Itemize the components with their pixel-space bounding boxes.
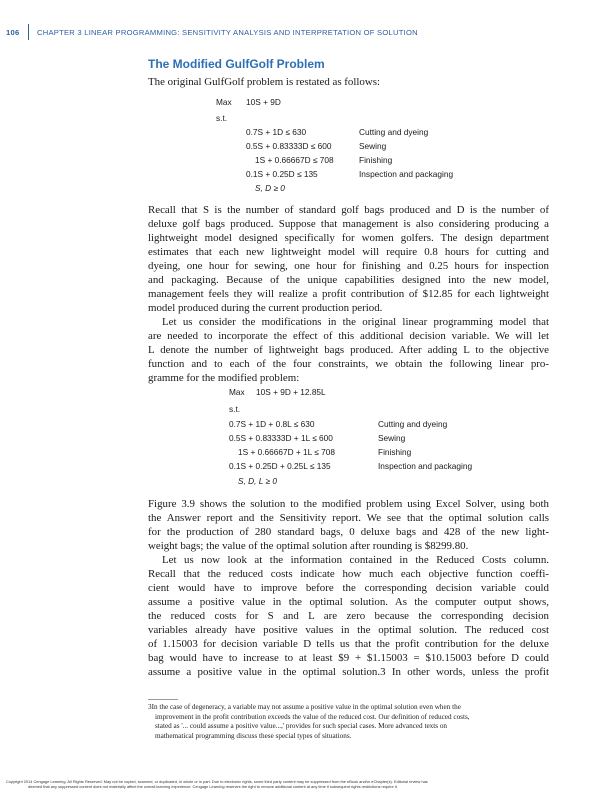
- chapter-title: CHAPTER 3 LINEAR PROGRAMMING: SENSITIVITY ANALYSIS AND INTERPRETATION OF SOLUTION: [37, 28, 418, 37]
- section-title: The Modified GulfGolf Problem: [148, 57, 325, 71]
- text-line: Figure 3.9 shows the solution to the modified problem using Excel Solver, using both: [148, 498, 549, 510]
- footnote: [148, 703, 549, 741]
- text-line: L denote the number of lightweight bags produced. After adding L to the objective: [148, 344, 549, 356]
- text-line: of 1.15003 for decision variable D tells us that the profit contribution for the deluxe: [148, 638, 549, 650]
- copyright-line: deemed that any suppressed content does not materially affect the overall learning experience. Cengage Learning reserves the right to remove additional content at any time if subsequent rights restrictions require it.: [28, 784, 398, 790]
- footnote-line: 3In the case of degeneracy, a variable may not assume a positive value in the optimal solution even when the: [148, 703, 461, 711]
- text-line: weight bags; the value of the optimal solution after rounding is $8299.80.: [148, 540, 469, 552]
- intro-line: The original GulfGolf problem is restated as follows:: [148, 76, 380, 88]
- constraint-label: Cutting and dyeing: [378, 419, 448, 429]
- page-number: 106: [6, 28, 20, 37]
- text-line: for the production of 280 standard bags, 0 deluxe bags and 428 of the new light-: [148, 526, 549, 538]
- copyright-line: Copyright 2014 Cengage Learning. All Rights Reserved. May not be copied, scanned, or duplicated, in whole or in part. Due to electronic rights, some third party content may be suppressed from the eBook and/or eChapter(s). Editorial review has: [6, 779, 428, 784]
- text-line: estimates that each new lightweight model will require 0.8 hours for cutting and: [148, 246, 549, 258]
- text-line: cient would have to improve before the corresponding decision variable could: [148, 582, 549, 594]
- text-line: Recall that the reduced costs indicate how much each objective function coeffi-: [148, 568, 549, 580]
- text-line: dyeing, one hour for sewing, one hour for finishing and 0.25 hours for inspection: [148, 260, 549, 272]
- copyright-notice: [6, 779, 594, 789]
- intro-text: [148, 75, 549, 89]
- constraint-label: Inspection and packaging: [359, 169, 454, 179]
- text-line: the reduced costs for S and L are zero because the corresponding decision: [148, 610, 549, 622]
- constraint-expr: 0.1S + 0.25D + 0.25L ≤ 135: [229, 461, 331, 471]
- constraint-expr: 0.5S + 0.83333D ≤ 600: [246, 141, 332, 151]
- paragraph-recall: [148, 203, 549, 315]
- text-line: function and to each of the four constraints, we obtain the following linear pro-: [148, 358, 549, 370]
- constraint-label: Sewing: [378, 433, 406, 443]
- text-line: management feels they will realize a profit contribution of $12.85 for each lightweight: [148, 288, 549, 300]
- text-line: bag would have to increase to at least $9 + $1.15003 = $10.15003 before D could: [148, 652, 549, 664]
- constraint-label: Sewing: [359, 141, 387, 151]
- footnote-rule: [148, 699, 178, 700]
- constraint-expr: 0.1S + 0.25D ≤ 135: [246, 169, 318, 179]
- text-line: assume a positive value in the optimal solution. As the computer output shows,: [148, 596, 549, 608]
- text-line: Let us consider the modifications in the original linear programming model that: [162, 316, 549, 328]
- paragraph-figure-reference: [148, 497, 549, 553]
- subject-to-label: s.t.: [216, 113, 228, 123]
- objective-function: 10S + 9D + 12.85L: [256, 387, 326, 397]
- header-divider: [28, 24, 29, 40]
- text-line: and packaging. Because of the unique capabilities designed into the new model,: [148, 274, 549, 286]
- nonnegativity: S, D, L ≥ 0: [238, 476, 277, 486]
- text-line: variables already have positive values in the optimal solution. The reduced cost: [148, 624, 549, 636]
- max-label: Max: [229, 387, 245, 397]
- subject-to-label: s.t.: [229, 404, 241, 414]
- constraint-expr: 1S + 0.66667D ≤ 708: [255, 155, 334, 165]
- nonnegativity: S, D ≥ 0: [255, 183, 285, 193]
- paragraph-reduced-costs: [148, 553, 549, 679]
- paragraph-modifications: [148, 315, 549, 385]
- objective-function: 10S + 9D: [246, 97, 281, 107]
- constraint-expr: 1S + 0.66667D + 1L ≤ 708: [238, 447, 335, 457]
- text-line: deluxe golf bags produced. Suppose that management is also considering producing a: [148, 218, 549, 230]
- running-header: [6, 24, 594, 40]
- text-line: assume a positive value in the optimal solution.3 In other words, unless the profit: [148, 666, 549, 678]
- text-line: are needed to incorporate the effect of this additional decision variable. We will let: [148, 330, 549, 342]
- text-line: Recall that S is the number of standard golf bags produced and D is the number of: [148, 204, 549, 216]
- max-label: Max: [216, 97, 232, 107]
- footnote-line: stated as '... could assume a positive value...,' provides for such special cases. More advanced texts on: [155, 722, 448, 731]
- text-line: model produced during the current production period.: [148, 302, 383, 314]
- footnote-line: mathematical programming discuss these special types of situations.: [155, 731, 352, 740]
- constraint-label: Cutting and dyeing: [359, 127, 429, 137]
- constraint-label: Finishing: [359, 155, 393, 165]
- constraint-label: Finishing: [378, 447, 412, 457]
- text-line: lightweight model designed specifically for women golfers. The design department: [148, 232, 549, 244]
- text-line: gramme for the modified problem:: [148, 372, 300, 384]
- text-line: the Answer report and the Sensitivity report. We see that the optimal solution calls: [148, 512, 549, 524]
- constraint-label: Inspection and packaging: [378, 461, 473, 471]
- constraint-expr: 0.7S + 1D ≤ 630: [246, 127, 307, 137]
- constraint-expr: 0.5S + 0.83333D + 1L ≤ 600: [229, 433, 333, 443]
- constraint-expr: 0.7S + 1D + 0.8L ≤ 630: [229, 419, 315, 429]
- text-line: Let us now look at the information contained in the Reduced Costs column.: [162, 554, 549, 566]
- footnote-line: improvement in the profit contribution exceeds the value of the reduced cost. Our definition of reduced costs,: [155, 712, 470, 721]
